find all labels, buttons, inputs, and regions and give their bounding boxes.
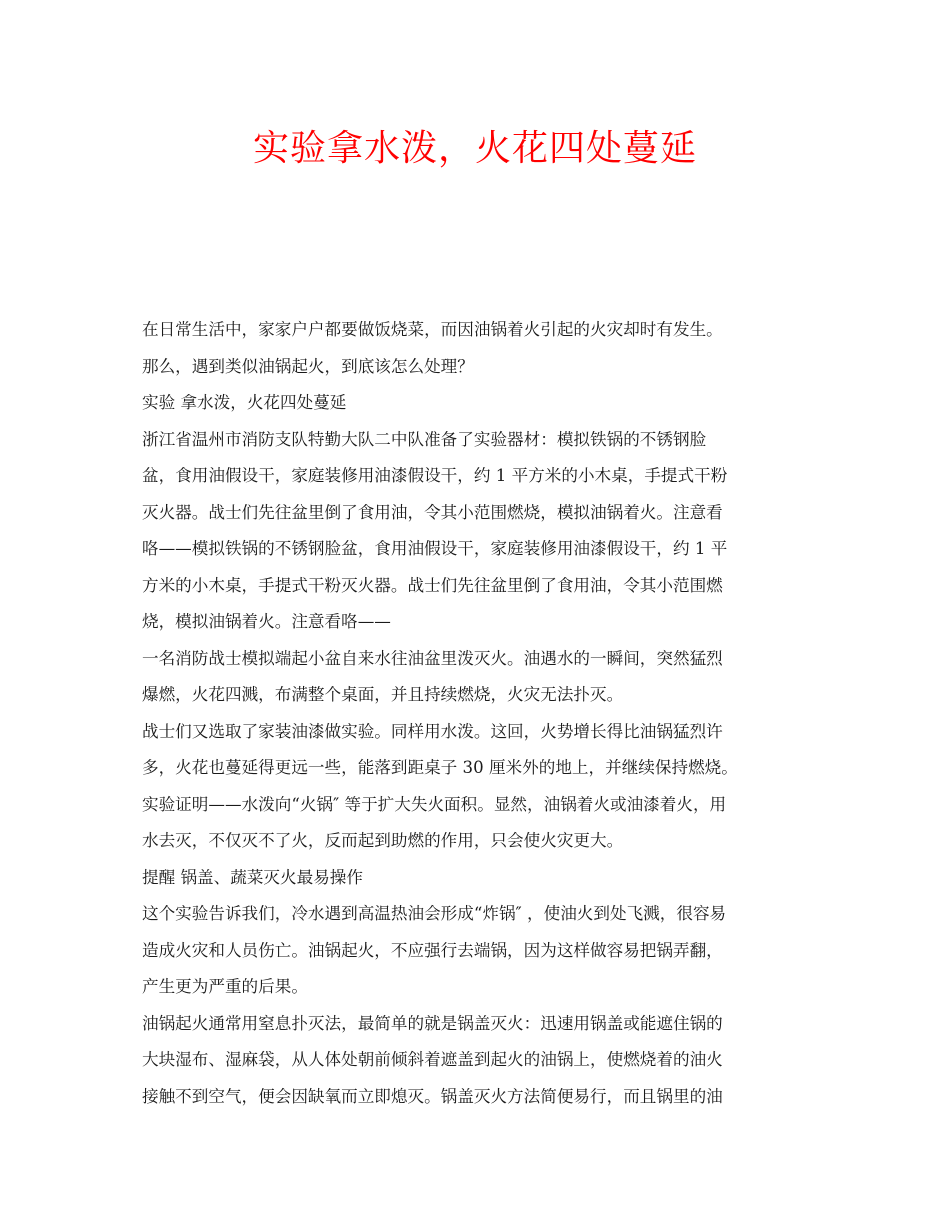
document-body (142, 312, 810, 1115)
paragraph-line: 这个实验告诉我们，冷水遇到高温热油会形成“炸锅″ ，使油火到处飞溅，很容易 (142, 904, 727, 923)
section-heading-reminder: 提醒 锅盖、蔬菜灭火最易操作 (142, 867, 363, 887)
section-heading-experiment: 实验 拿水泼，火花四处蔓延 (142, 393, 347, 412)
paragraph-line: 灭火器。战士们先往盆里倒了食用油，令其小范围燃烧，模拟油锅着火。注意看 (142, 502, 723, 522)
paragraph-line: 战士们又选取了家装油漆做实验。同样用水泼。这回，火势增长得比油锅猛烈许 (142, 721, 723, 741)
paragraph-line: 烧，模拟油锅着火。注意看咯—— (142, 612, 391, 631)
paragraph-line: 在日常生活中，家家户户都要做饭烧菜，而因油锅着火引起的火灾却时有发生。 (142, 320, 723, 339)
paragraph-line: 大块湿布、湿麻袋，从人体处朝前倾斜着遮盖到起火的油锅上，使燃烧着的油火 (142, 1050, 723, 1069)
paragraph-line: 爆燃，火花四溅，布满整个桌面，并且持续燃烧，火灾无法扑灭。 (142, 685, 624, 704)
paragraph-line: 盆，食用油假设干，家庭装修用油漆假设干，约 1 平方米的小木桌，手提式干粉 (142, 466, 728, 485)
paragraph-line: 实验证明——水泼向“火锅″ 等于扩大失火面积。显然，油锅着火或油漆着火，用 (142, 794, 727, 814)
paragraph-line: 水去灭，不仅灭不了火，反而起到助燃的作用，只会使火灾更大。 (142, 831, 624, 850)
paragraph-line: 一名消防战士模拟端起小盆自来水往油盆里泼灭火。油遇水的一瞬间，突然猛烈 (142, 648, 723, 668)
paragraph-line: 那么，遇到类似油锅起火，到底该怎么处理？ (142, 356, 474, 376)
paragraph-line: 接触不到空气，便会因缺氧而立即熄灭。锅盖灭火方法简便易行，而且锅里的油 (142, 1086, 723, 1106)
paragraph-line: 油锅起火通常用窒息扑灭法，最简单的就是锅盖灭火：迅速用锅盖或能遮住锅的 (142, 1013, 723, 1033)
paragraph-line: 方米的小木桌，手提式干粉灭火器。战士们先往盆里倒了食用油，令其小范围燃 (142, 575, 723, 595)
paragraph-line: 多，火花也蔓延得更远一些，能落到距桌子 30 厘米外的地上，并继续保持燃烧。 (142, 758, 738, 777)
paragraph-line: 造成火灾和人员伤亡。油锅起火，不应强行去端锅，因为这样做容易把锅弄翻， (142, 940, 723, 960)
document-title: 实验拿水泼，火花四处蔓延 (252, 128, 697, 169)
paragraph-line: 产生更为严重的后果。 (142, 977, 308, 996)
paragraph-line: 浙江省温州市消防支队特勤大队二中队准备了实验器材：模拟铁锅的不锈钢脸 (142, 429, 707, 449)
paragraph-line: 咯——模拟铁锅的不锈钢脸盆，食用油假设干，家庭装修用油漆假设干，约 1 平 (142, 539, 728, 558)
